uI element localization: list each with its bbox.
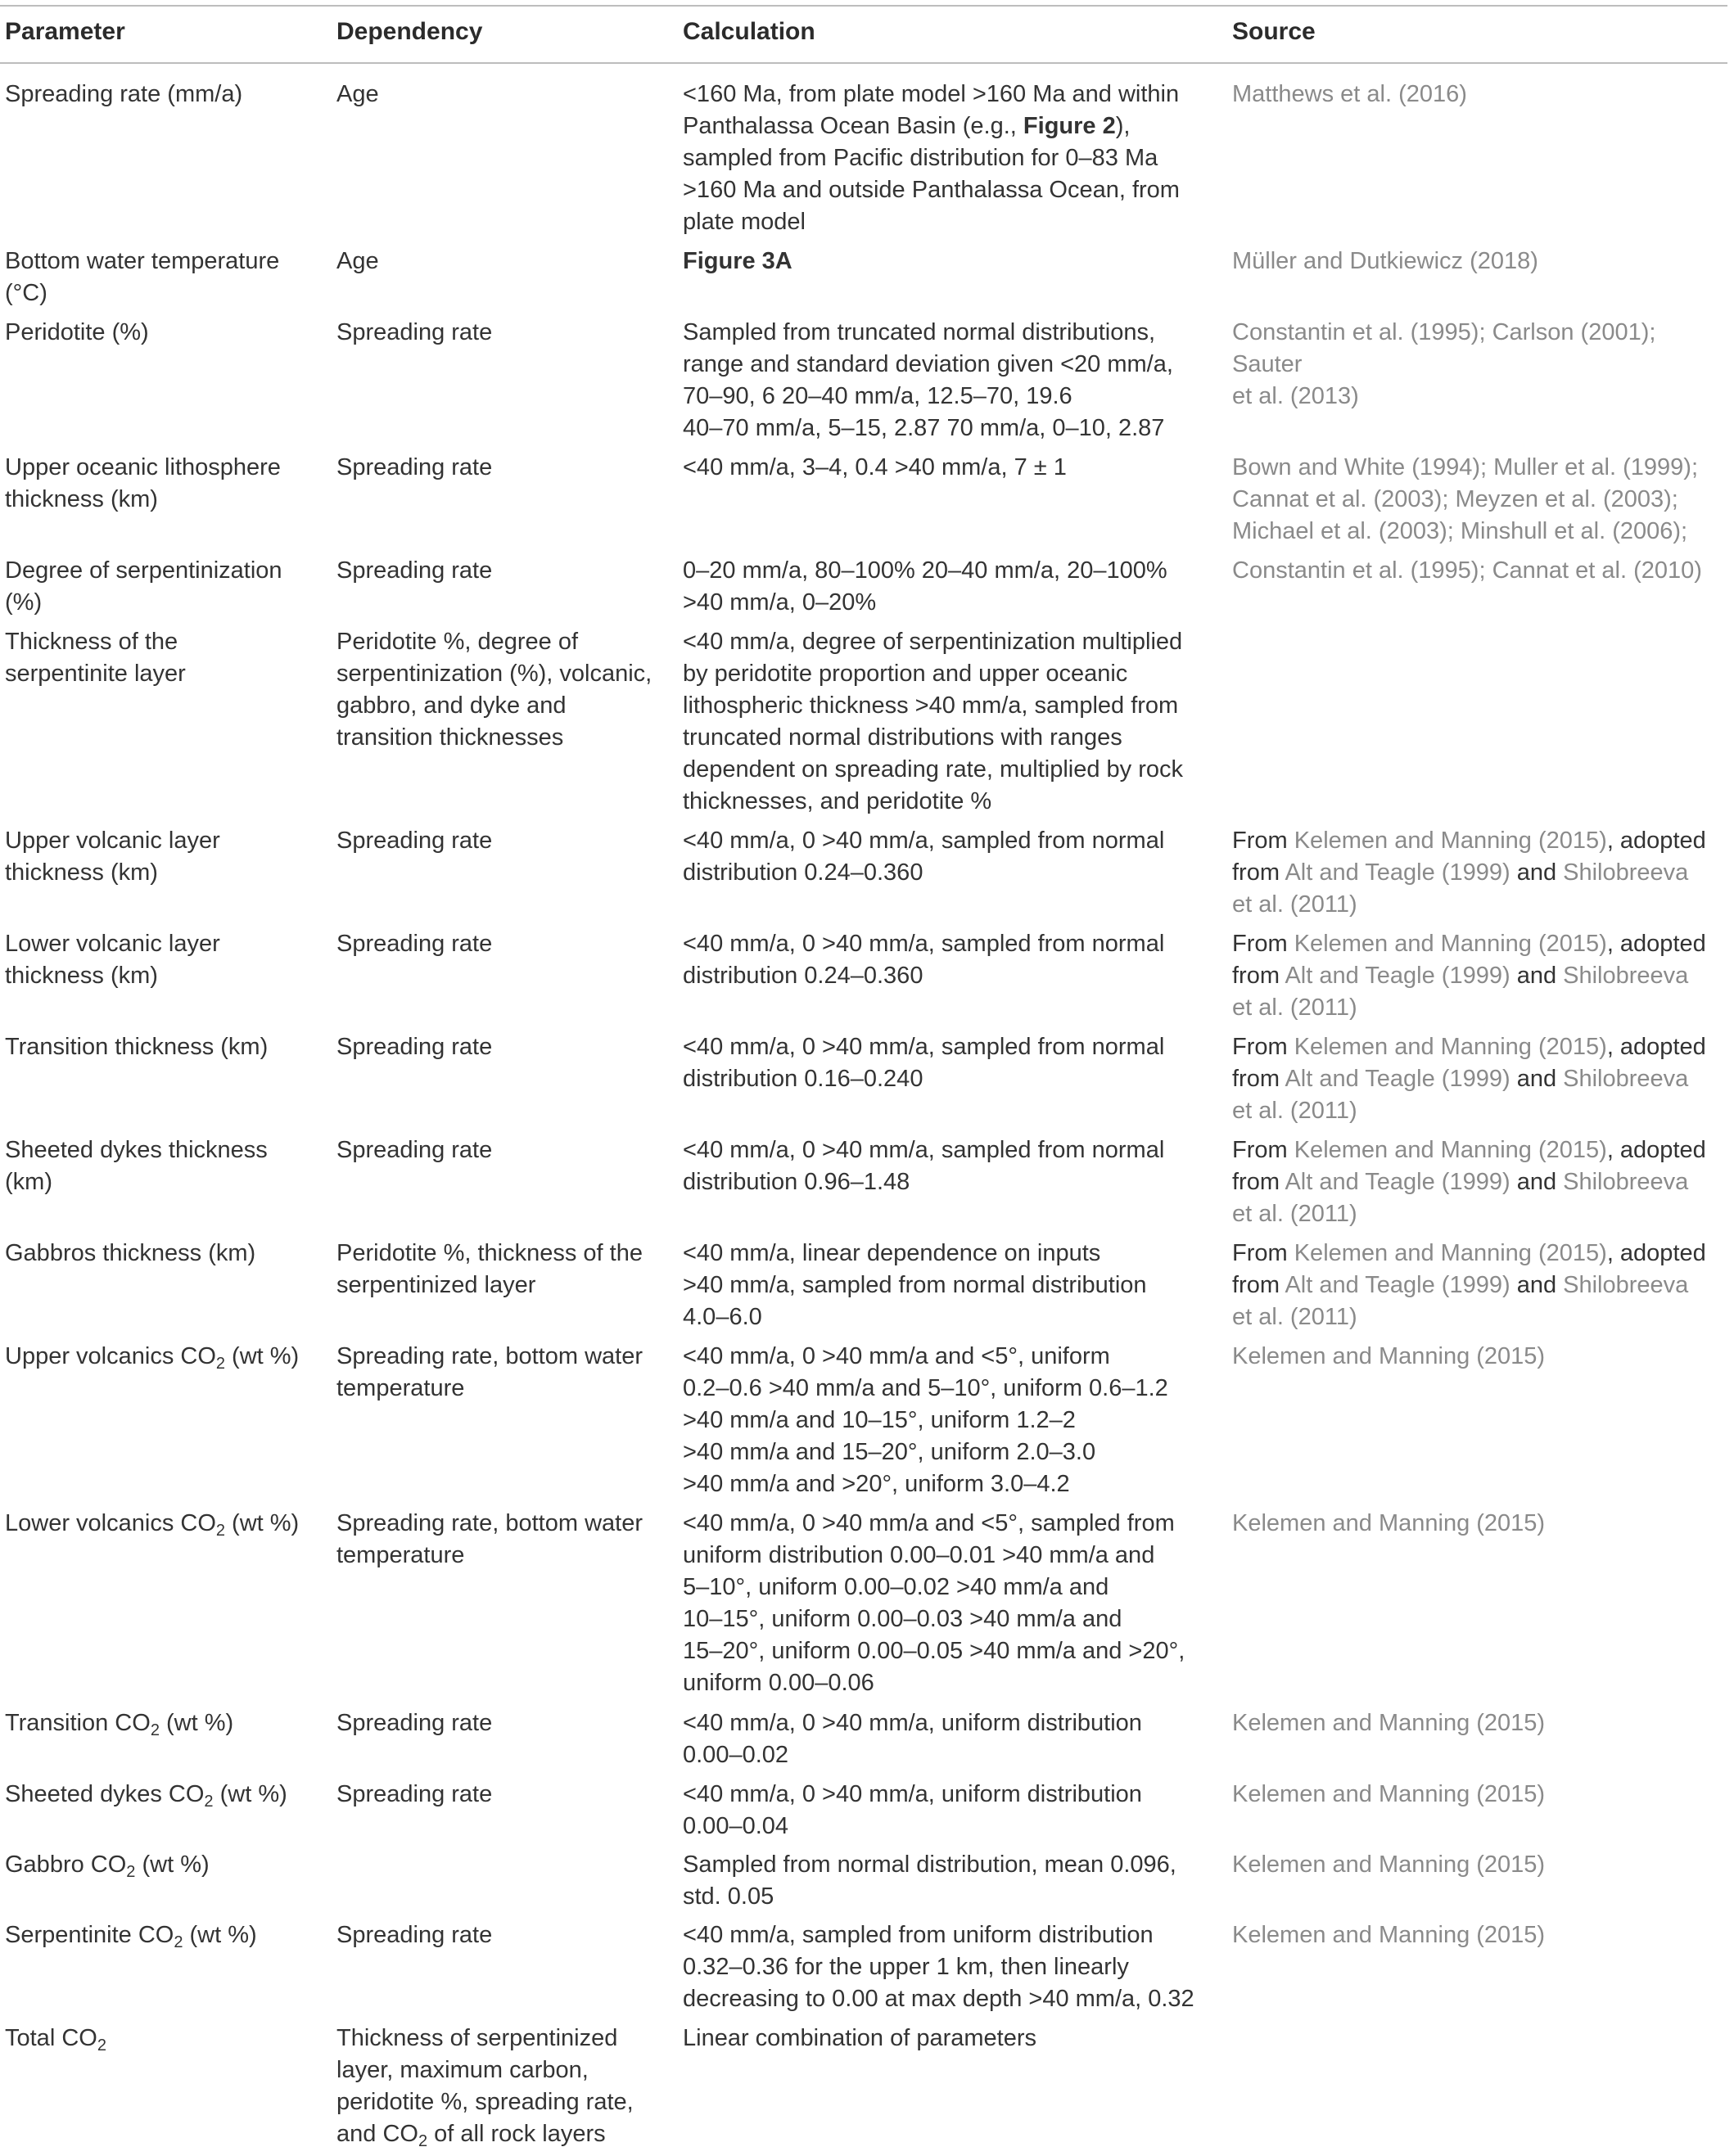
calc-line: plate model [683, 209, 806, 235]
figure-link[interactable]: Figure 3A [683, 248, 792, 274]
source-cell: From Kelemen and Manning (2015), adopted from Alt and Teagle (1999) and Shilobreeva et al. (2011) [1232, 1134, 1727, 1230]
source-cell [1232, 1707, 1727, 1739]
calculation-cell: <40 mm/a, linear dependence on inputs >40 mm/a, sampled from normal distribution 4.0–6.0 [683, 1240, 1147, 1330]
citation-link[interactable]: Müller and Dutkiewicz (2018) [1232, 248, 1538, 274]
parameter-cell: Transition $CO_2$ (wt %) [5, 1710, 234, 1739]
citation-link[interactable]: Shilobreeva [1563, 1066, 1689, 1092]
citation-link[interactable]: Michael et al. (2003); Minshull et al. (2006); [1232, 518, 1688, 544]
citation-link[interactable]: Shilobreeva [1563, 859, 1689, 886]
parameter-cell: Gabbro $CO_2$ (wt %) [5, 1852, 210, 1881]
citation-link[interactable]: Kelemen and Manning (2015) [1232, 1922, 1546, 1948]
citation-link[interactable]: Alt and Teagle (1999) [1285, 859, 1510, 886]
citation-link[interactable]: Kelemen and Manning (2015) [1232, 1710, 1546, 1736]
calculation-cell: <40 mm/a, 0 >40 mm/a, uniform distribution 0.00–0.04 [683, 1781, 1142, 1839]
source-cell: From Kelemen and Manning (2015), adopted from Alt and Teagle (1999) and Shilobreeva et al. (2011) [1232, 928, 1727, 1024]
parameter-cell: Bottom water temperature (°C) [5, 248, 280, 306]
citation-link[interactable]: Constantin et al. (1995); Carlson (2001); Sauter [1232, 319, 1656, 377]
header-rule [0, 62, 1727, 64]
parameter-cell: Transition thickness (km) [5, 1034, 269, 1060]
source-cell [1232, 452, 1727, 548]
citation-link[interactable]: Kelemen and Manning (2015) [1294, 1240, 1607, 1266]
citation-link[interactable]: et al. (2011) [1232, 995, 1357, 1021]
parameter-cell: Upper oceanic lithosphere thickness (km) [5, 454, 281, 512]
dependency-cell: Peridotite %, degree of serpentinization (%), volcanic, gabbro, and dyke and transition thicknesses [336, 629, 653, 751]
citation-link[interactable]: et al. (2011) [1232, 1201, 1357, 1227]
citation-link[interactable]: et al. (2011) [1232, 891, 1357, 918]
parameter-cell: Sheeted dykes $CO_2$ (wt %) [5, 1781, 287, 1811]
citation-link[interactable]: Kelemen and Manning (2015) [1294, 1034, 1607, 1060]
citation-link[interactable]: Matthews et al. (2016) [1232, 81, 1467, 107]
figure-link[interactable]: Figure 2 [1023, 113, 1116, 139]
calculation-cell: <40 mm/a, degree of serpentinization multiplied by peridotite proportion and upper oceanic lithospheric thickness >40 mm/a, sampled from truncated normal distributions with ranges dependent on spreading rate, multiplied by rock thicknesses, and peridotite % [683, 629, 1183, 814]
calculation-cell: <40 mm/a, 0 >40 mm/a, sampled from normal distribution 0.24–0.360 [683, 828, 1165, 886]
calculation-cell: <40 mm/a, 0 >40 mm/a and <5°, uniform 0.2–0.6 >40 mm/a and 5–10°, uniform 0.6–1.2 >40 mm/a and 10–15°, uniform 1.2–2 >40 mm/a and 15–20°, uniform 2.0–3.0 >40 mm/a and >20°, uniform 3.0–4.2 [683, 1343, 1168, 1497]
calculation-cell: Sampled from normal distribution, mean 0.096, std. 0.05 [683, 1852, 1176, 1910]
calculation-cell: Linear combination of parameters [683, 2025, 1037, 2051]
dependency-cell: Spreading rate [336, 1034, 493, 1060]
dependency-cell: Spreading rate, bottom water temperature [336, 1343, 643, 1401]
parameter-cell: Total $CO_2$ [5, 2025, 106, 2055]
header-source: Source [1232, 18, 1316, 45]
calc-line: Panthalassa Ocean Basin (e.g., Figure 2), [683, 113, 1131, 139]
source-cell [1232, 1849, 1727, 1881]
citation-link[interactable]: Kelemen and Manning (2015) [1232, 1852, 1546, 1878]
parameter-cell: Lower volcanics $CO_2$ (wt %) [5, 1510, 300, 1540]
dependency-cell: Spreading rate [336, 1710, 493, 1736]
citation-link[interactable]: et al. (2011) [1232, 1304, 1357, 1330]
dependency-cell: Spreading rate [336, 1781, 493, 1807]
citation-link[interactable]: Kelemen and Manning (2015) [1294, 828, 1607, 854]
calculation-cell [683, 79, 1200, 238]
calculation-cell: <40 mm/a, 0 >40 mm/a, sampled from normal distribution 0.24–0.360 [683, 931, 1165, 989]
citation-link[interactable]: Constantin et al. (1995); Cannat et al. (2010) [1232, 557, 1702, 584]
source-cell: From Kelemen and Manning (2015), adopted from Alt and Teagle (1999) and Shilobreeva et al. (2011) [1232, 1031, 1727, 1127]
dependency-cell: Spreading rate [336, 557, 493, 584]
source-cell [1232, 79, 1727, 111]
calculation-cell: <40 mm/a, sampled from uniform distribution 0.32–0.36 for the upper 1 km, then linearly decreasing to 0.00 at max depth >40 mm/a, 0.32 [683, 1922, 1194, 2012]
citation-link[interactable]: Alt and Teagle (1999) [1285, 1066, 1510, 1092]
citation-link[interactable]: et al. (2011) [1232, 1098, 1357, 1124]
dependency-cell: Thickness of serpentinized layer, maximum carbon, peridotite %, spreading rate, and $CO_2$ of all rock layers [336, 2025, 634, 2150]
source-cell [1232, 555, 1727, 587]
parameter-cell: Serpentinite $CO_2$ (wt %) [5, 1922, 257, 1951]
dependency-cell: Peridotite %, thickness of the serpentinized layer [336, 1240, 643, 1298]
source-cell: From Kelemen and Manning (2015), adopted from Alt and Teagle (1999) and Shilobreeva et al. (2011) [1232, 1238, 1727, 1333]
dependency-cell: Spreading rate [336, 1922, 493, 1948]
header-calculation: Calculation [683, 18, 815, 45]
citation-link[interactable]: Kelemen and Manning (2015) [1232, 1343, 1546, 1369]
citation-link[interactable]: Cannat et al. (2003); Meyzen et al. (2003); [1232, 486, 1678, 512]
citation-link[interactable]: Kelemen and Manning (2015) [1294, 931, 1607, 957]
calculation-cell: <40 mm/a, 0 >40 mm/a and <5°, sampled from uniform distribution 0.00–0.01 >40 mm/a and 5–10°, uniform 0.00–0.02 >40 mm/a and 10–15°, uniform 0.00–0.03 >40 mm/a and 15–20°, uniform 0.00–0.05 >40 mm/a and >20°, uniform 0.00–0.06 [683, 1510, 1185, 1696]
parameter-cell: Gabbros thickness (km) [5, 1240, 256, 1266]
header-parameter: Parameter [5, 18, 125, 45]
source-cell [1232, 1919, 1727, 1951]
citation-link[interactable]: Kelemen and Manning (2015) [1232, 1510, 1546, 1536]
parameter-cell: Spreading rate (mm/a) [5, 81, 243, 107]
citation-link[interactable]: Bown and White (1994); Muller et al. (1999); [1232, 454, 1698, 480]
source-cell [1232, 246, 1727, 277]
source-cell [1232, 317, 1727, 413]
calculation-cell: <40 mm/a, 0 >40 mm/a, uniform distribution 0.00–0.02 [683, 1710, 1142, 1768]
top-rule [0, 5, 1727, 7]
citation-link[interactable]: Kelemen and Manning (2015) [1294, 1137, 1607, 1163]
citation-link[interactable]: Shilobreeva [1563, 1272, 1689, 1298]
calc-line: sampled from Pacific distribution for 0–83 Ma [683, 145, 1158, 171]
header-dependency: Dependency [336, 18, 483, 45]
parameter-cell: Lower volcanic layer thickness (km) [5, 931, 220, 989]
source-cell [1232, 1508, 1727, 1540]
parameter-cell: Degree of serpentinization (%) [5, 557, 282, 616]
source-cell: From Kelemen and Manning (2015), adopted from Alt and Teagle (1999) and Shilobreeva et al. (2011) [1232, 825, 1727, 921]
citation-link[interactable]: et al. (2013) [1232, 383, 1359, 409]
calc-line: >160 Ma and outside Panthalassa Ocean, from [683, 177, 1180, 203]
parameter-cell: Upper volcanics $CO_2$ (wt %) [5, 1343, 300, 1373]
dependency-cell: Spreading rate, bottom water temperature [336, 1510, 643, 1568]
source-cell [1232, 1779, 1727, 1811]
calculation-cell: <40 mm/a, 0 >40 mm/a, sampled from normal distribution 0.96–1.48 [683, 1137, 1165, 1195]
dependency-cell: Spreading rate [336, 319, 493, 345]
calculation-cell: <40 mm/a, 3–4, 0.4 >40 mm/a, 7 ± 1 [683, 454, 1067, 480]
parameter-cell: Upper volcanic layer thickness (km) [5, 828, 220, 886]
citation-link[interactable]: Alt and Teagle (1999) [1285, 1272, 1510, 1298]
dependency-cell: Spreading rate [336, 931, 493, 957]
dependency-cell: Spreading rate [336, 828, 493, 854]
source-cell [1232, 1341, 1727, 1373]
citation-link[interactable]: Kelemen and Manning (2015) [1232, 1781, 1546, 1807]
calc-line: <160 Ma, from plate model >160 Ma and within [683, 81, 1180, 107]
dependency-cell: Spreading rate [336, 454, 493, 480]
calculation-cell: <40 mm/a, 0 >40 mm/a, sampled from normal distribution 0.16–0.240 [683, 1034, 1165, 1092]
calculation-cell: 0–20 mm/a, 80–100% 20–40 mm/a, 20–100% >40 mm/a, 0–20% [683, 557, 1167, 616]
citation-link[interactable]: Alt and Teagle (1999) [1285, 1169, 1510, 1195]
citation-link[interactable]: Shilobreeva [1563, 963, 1689, 989]
dependency-cell: Age [336, 248, 379, 274]
calculation-cell: Sampled from truncated normal distributions, range and standard deviation given <20 mm/a, 70–90, 6 20–40 mm/a, 12.5–70, 19.6 40–70 mm/a, 5–15, 2.87 70 mm/a, 0–10, 2.87 [683, 319, 1173, 441]
citation-link[interactable]: Alt and Teagle (1999) [1285, 963, 1510, 989]
parameter-cell: Sheeted dykes thickness (km) [5, 1137, 268, 1195]
parameter-cell: Peridotite (%) [5, 319, 149, 345]
citation-link[interactable]: Shilobreeva [1563, 1169, 1689, 1195]
dependency-cell: Spreading rate [336, 1137, 493, 1163]
dependency-cell: Age [336, 81, 379, 107]
parameter-cell: Thickness of the serpentinite layer [5, 629, 186, 687]
